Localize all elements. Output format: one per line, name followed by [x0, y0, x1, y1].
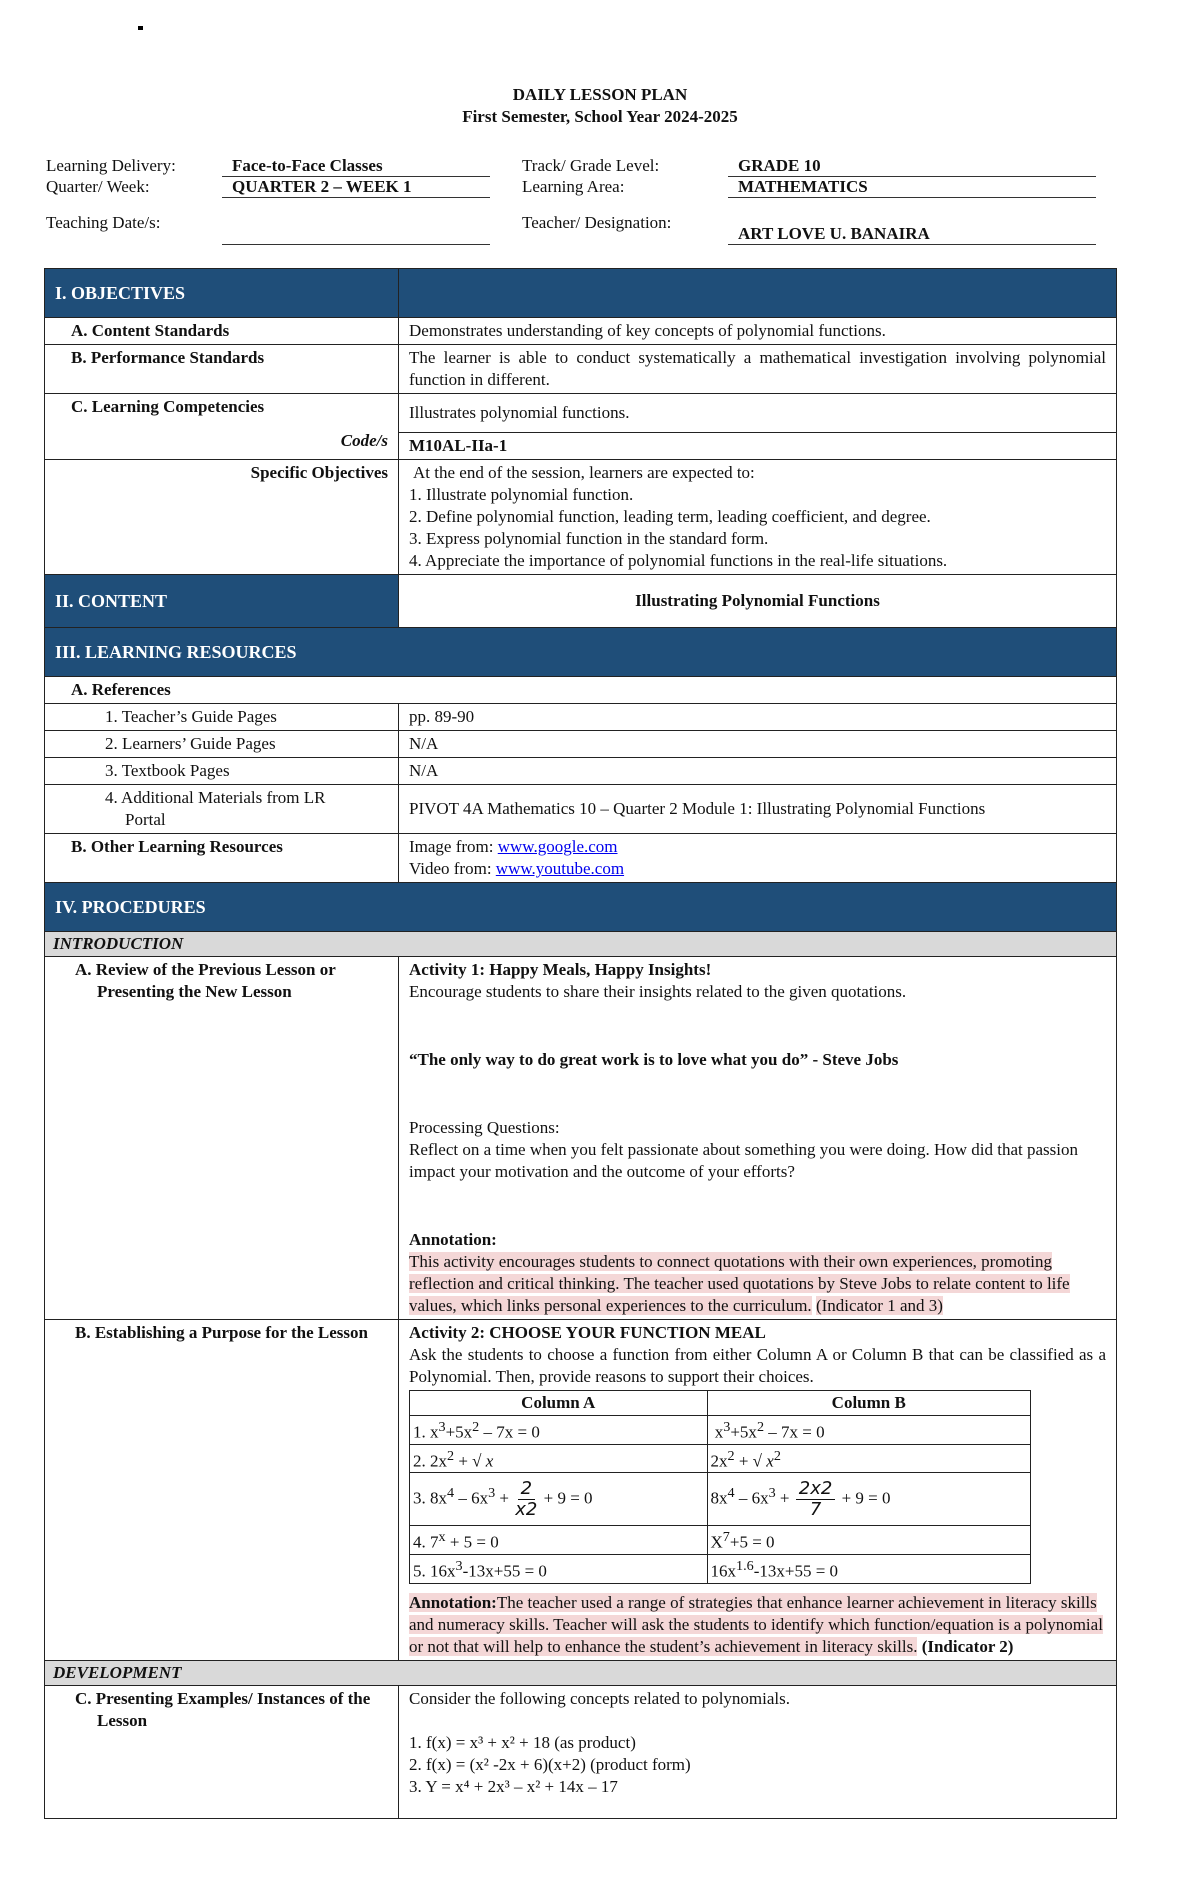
review-label-line2: Presenting the New Lesson — [97, 982, 292, 1001]
learners-guide-value: N/A — [399, 731, 1117, 758]
review-row — [45, 957, 1117, 1320]
table-row — [410, 1444, 1031, 1473]
learning-delivery-label: Learning Delivery: — [46, 156, 176, 175]
column-a-item-5: 5. $16x^3-13x+55 = 0$ — [410, 1554, 708, 1583]
examples-label — [75, 1688, 388, 1732]
list-item: 3. Y = x⁴ + 2x³ – x² + 14x – 17 — [409, 1776, 618, 1796]
activity1-text: Encourage students to share their insights related to the given quotations. — [409, 982, 907, 1001]
teachers-guide-label: 1. Teacher’s Guide Pages — [45, 704, 399, 731]
column-a-item-4: 4. $7^x + 5 = 0$ — [410, 1526, 708, 1555]
column-a-item-2: 2. $2x^2$ + √ x — [410, 1444, 708, 1473]
examples-label-line1: C. Presenting Examples/ Instances of — [75, 1688, 344, 1708]
purpose-cell — [399, 1320, 1117, 1661]
list-item: 2. Define polynomial function, leading term, leading coefficient, and degree. — [409, 507, 931, 526]
processing-label: Processing Questions: — [409, 1118, 560, 1137]
competencies-label: C. Learning Competencies — [71, 397, 265, 416]
additional-materials-value: PIVOT 4A Mathematics 10 – Quarter 2 Module 1: Illustrating Polynomial Functions — [399, 785, 1117, 834]
content-standards-value: Demonstrates understanding of key concepts of polynomial functions. — [399, 318, 1117, 345]
learners-guide-label: 2. Learners’ Guide Pages — [45, 731, 399, 758]
resources-header-row — [45, 628, 1117, 677]
annotation1-label: Annotation: — [409, 1230, 497, 1249]
additional-materials-row — [45, 785, 1117, 834]
additional-materials-label-2: Portal — [125, 810, 166, 829]
stray-mark — [138, 26, 143, 30]
annotation1-text: This activity encourages students to connect quotations with their own experiences, promoting reflection and critical thinking. The teacher used quotations by Steve Jobs to relate content to life values, which links personal experiences to the curriculum. — [409, 1252, 1070, 1315]
other-resources-row — [45, 834, 1117, 883]
performance-standards-row — [45, 345, 1117, 394]
video-source-prefix: Video from: — [409, 859, 496, 878]
procedures-heading: IV. PROCEDURES — [45, 883, 1117, 932]
examples-label-cell — [45, 1685, 399, 1818]
list-item: 4. Appreciate the importance of polynomial functions in the real-life situations. — [409, 551, 948, 570]
learners-guide-row — [45, 731, 1117, 758]
activity1-title: Activity 1: Happy Meals, Happy Insights! — [409, 960, 712, 979]
content-row — [45, 575, 1117, 628]
annotation2-label: Annotation: — [409, 1592, 497, 1612]
examples-intro: Consider the following concepts related to polynomials. — [409, 1688, 791, 1708]
content-value: Illustrating Polynomial Functions — [399, 575, 1117, 628]
introduction-heading: INTRODUCTION — [45, 932, 1117, 957]
fraction: $\frac{2}{x2}$ — [515, 1477, 538, 1520]
specific-objectives-cell — [399, 460, 1117, 575]
review-label — [75, 959, 388, 1003]
image-source — [409, 836, 1106, 858]
examples-row — [45, 1685, 1117, 1818]
review-label-line1: A. Review of the Previous Lesson or — [75, 960, 336, 979]
review-cell — [399, 957, 1117, 1320]
table-row — [410, 1554, 1031, 1583]
google-link[interactable]: www.google.com — [497, 837, 618, 856]
competencies-row — [45, 394, 1117, 433]
list-item: 1. Illustrate polynomial function. — [409, 485, 634, 504]
learning-area-label: Learning Area: — [522, 177, 625, 196]
introduction-row — [45, 932, 1117, 957]
column-b-item-3: $8x^4 - 6x^3$ + $\frac{2x2}{7}$ + 9 = 0 — [707, 1473, 1030, 1526]
textbook-label: 3. Textbook Pages — [45, 758, 399, 785]
teachers-guide-value: pp. 89-90 — [399, 704, 1117, 731]
references-row — [45, 677, 1117, 704]
additional-materials-label-cell — [45, 785, 399, 834]
other-resources-label: B. Other Learning Resources — [45, 834, 399, 883]
teachers-guide-row — [45, 704, 1117, 731]
list-item: 3. Express polynomial function in the standard form. — [409, 529, 769, 548]
annotation2-indicator: (Indicator 2) — [921, 1636, 1014, 1656]
performance-standards-label: B. Performance Standards — [45, 345, 399, 394]
column-a-item-1: 1. $x^3+5x^2 - 7x = 0$ — [410, 1416, 708, 1445]
objectives-heading: I. OBJECTIVES — [45, 269, 399, 318]
list-item: 1. f(x) = x³ + x² + 18 (as product) — [409, 1732, 636, 1752]
quote: “The only way to do great work is to love what you do” - Steve Jobs — [409, 1050, 899, 1069]
annotation2-text: The teacher used a range of strategies that enhance learner achievement in literacy skills and numeracy skills. Teacher will ask the students to identify which function/equation is a polynomial or not that will help to enhance the student’s achievement in literacy skills. — [409, 1592, 1103, 1656]
purpose-label-line2: Lesson — [317, 1323, 368, 1342]
youtube-link[interactable]: www.youtube.com — [495, 859, 625, 878]
document-subtitle: First Semester, School Year 2024-2025 — [462, 107, 738, 126]
code-value: M10AL-IIa-1 — [399, 433, 1117, 460]
competencies-value: Illustrates polynomial functions. — [399, 394, 1117, 433]
code-label: Code/s — [340, 431, 388, 450]
examples-label-line2: the Lesson — [97, 1688, 371, 1730]
content-standards-label: A. Content Standards — [45, 318, 399, 345]
learning-area-value: MATHEMATICS — [728, 177, 1096, 198]
objectives-header-row — [45, 269, 1117, 318]
page-title — [0, 84, 1200, 128]
list-item: 2. f(x) = (x² -2x + 6)(x+2) (product form) — [409, 1754, 691, 1774]
purpose-label-cell — [45, 1320, 399, 1661]
quarter-week-value: QUARTER 2 – WEEK 1 — [222, 177, 490, 198]
development-heading: DEVELOPMENT — [45, 1660, 1117, 1685]
annotation1-block — [409, 1251, 1106, 1317]
document-title: DAILY LESSON PLAN — [512, 85, 688, 104]
textbook-row — [45, 758, 1117, 785]
image-source-prefix: Image from: — [409, 837, 498, 856]
table-row — [410, 1416, 1031, 1445]
track-value: GRADE 10 — [728, 156, 1096, 177]
purpose-label-line1: B. Establishing a Purpose for the — [75, 1323, 314, 1342]
track-label: Track/ Grade Level: — [522, 156, 660, 175]
processing-text: Reflect on a time when you felt passionate about something you were doing. How did that passion impact your motivation and the outcome of your efforts? — [409, 1140, 1079, 1181]
development-row — [45, 1660, 1117, 1685]
specific-objectives-intro: At the end of the session, learners are expected to: — [413, 463, 755, 482]
textbook-value: N/A — [399, 758, 1117, 785]
specific-objectives-label: Specific Objectives — [45, 460, 399, 575]
teacher-label: Teacher/ Designation: — [522, 213, 672, 232]
references-label: A. References — [45, 677, 1117, 704]
teaching-dates-value — [222, 224, 490, 245]
table-header-row — [410, 1391, 1031, 1416]
review-label-cell — [45, 957, 399, 1320]
activity2-title: Activity 2: CHOOSE YOUR FUNCTION MEAL — [409, 1323, 766, 1342]
function-columns-table — [409, 1390, 1031, 1584]
additional-materials-label: 4. Additional Materials from LR — [105, 788, 326, 807]
objectives-heading-blank — [399, 269, 1117, 318]
purpose-label — [75, 1322, 388, 1344]
annotation1-indicator: (Indicator 1 and 3) — [815, 1296, 943, 1315]
other-resources-cell — [399, 834, 1117, 883]
examples-cell — [399, 1685, 1117, 1818]
procedures-header-row — [45, 883, 1117, 932]
table-row — [410, 1526, 1031, 1555]
column-a-header: Column A — [410, 1391, 708, 1416]
content-standards-row — [45, 318, 1117, 345]
content-heading: II. CONTENT — [45, 575, 399, 628]
teaching-dates-label: Teaching Date/s: — [46, 213, 161, 232]
column-a-item-3: 3. $8x^4 - 6x^3$ + $\frac{2}{x2}$ + 9 = 0 — [410, 1473, 708, 1526]
column-b-item-2: $2x^2$ + √ $x^2$ — [707, 1444, 1030, 1473]
resources-heading: III. LEARNING RESOURCES — [45, 628, 1117, 677]
purpose-row — [45, 1320, 1117, 1661]
lesson-plan-table — [44, 268, 1117, 1819]
video-source — [409, 858, 1106, 880]
column-b-header: Column B — [707, 1391, 1030, 1416]
annotation2-block — [409, 1592, 1106, 1658]
table-row — [410, 1473, 1031, 1526]
column-b-item-4: $X^7+5 = 0$ — [707, 1526, 1030, 1555]
competencies-label-cell — [45, 394, 399, 460]
column-b-item-1: $x^3+5x^2 - 7x = 0$ — [707, 1416, 1030, 1445]
performance-standards-value: The learner is able to conduct systematically a mathematical investigation involving polynomial function in different. — [399, 345, 1117, 394]
fraction: $\frac{2x2}{7}$ — [796, 1479, 836, 1520]
teacher-value: ART LOVE U. BANAIRA — [728, 224, 1096, 245]
learning-delivery-value: Face-to-Face Classes — [222, 156, 490, 177]
quarter-week-label: Quarter/ Week: — [46, 177, 150, 196]
specific-objectives-row — [45, 460, 1117, 575]
column-b-item-5: $16x^{1.6}-13x+55 = 0$ — [707, 1554, 1030, 1583]
activity2-text: Ask the students to choose a function from either Column A or Column B that can be classified as a Polynomial. Then, provide reasons to support their choices. — [409, 1345, 1106, 1386]
